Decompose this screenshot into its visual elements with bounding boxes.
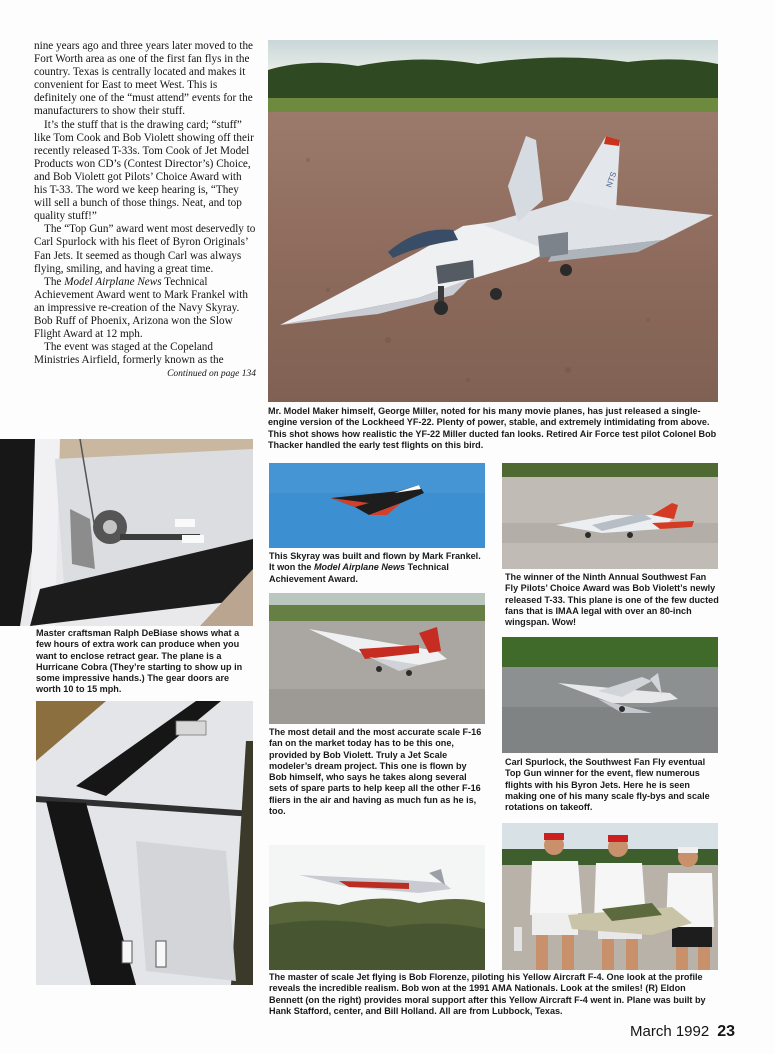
- f4-caption: The master of scale Jet flying is Bob Florenze, piloting his Yellow Aircraft F-4. One look at the profile reveals the incredible realism. Bob won at the 1991 AMA Nationals. Look at the smiles! (R) Eldon Bennett (on the right) provides moral support after this Yellow Aircraft F-4 went in. Plane was built by Hank Stafford, center, and Bill Holland. All are from Lubbock, Texas.: [269, 972, 706, 1016]
- text-run: Technical Achievement Award.: [269, 562, 449, 584]
- article-paragraph: The event was staged at the Copeland Ministries Airfield, formerly known as the: [34, 341, 224, 367]
- t33-photo: [502, 463, 718, 569]
- f16-photo: [269, 593, 485, 724]
- skyray-caption: [269, 551, 486, 585]
- text-run: The: [44, 275, 65, 288]
- cobra-gear-photo: [0, 439, 253, 626]
- f4-flight-photo: [269, 845, 485, 970]
- article-paragraph: nine years ago and three years later moved to the Fort Worth area as one of the first fan flys in the country. Texas is centrally located and makes it convenient for East to meet West. This is definitely one of the “must attend” events for the manufacturers to show their stuff.: [34, 40, 253, 118]
- article-paragraph: [34, 276, 256, 341]
- skyray-photo: [269, 463, 485, 548]
- article-column: [34, 40, 256, 381]
- article-paragraph: It’s the stuff that is the drawing card; “stuff” like Tom Cook and Bob Violett showing off their recently released T-33s. Tom Cook of Jet Model Products won CD’s (Contest Director’s) Choice, and Bob Violett got Pilots’ Choice Award with his T-33. The word we keep hearing is, “They will sell a bunch of those things. Neat, and top quality stuff!”: [34, 118, 254, 223]
- continued-note: Continued on page 134: [167, 369, 256, 380]
- magazine-title: Model Airplane News: [313, 562, 406, 573]
- spurlock-photo: [502, 637, 718, 753]
- issue-date: March 1992: [629, 1023, 710, 1040]
- page-number: 23: [717, 1023, 735, 1040]
- people-photo: [502, 823, 718, 970]
- cobra-wing-photo: [36, 701, 253, 985]
- magazine-title: Model Airplane News: [64, 275, 162, 288]
- text-run: Technical Achievement Award went to Mark Frankel with an impressive re-creation of the Navy Skyray. Bob Ruff of Phoenix, Arizona won the Slow Flight Award at 12 mph.: [34, 275, 248, 341]
- f16-caption: The most detail and the most accurate scale F-16 fan on the market today has to be this one, provided by Bob Violett. Truly a Jet Scale modeler’s dream project. This one is flown by Bob himself, who says he takes along several sets of spare parts to help keep all the other F-16 fliers in the air and having as much fun as he is, too.: [269, 727, 482, 817]
- text-run: This Skyray was built and flown by Mark Frankel. It won the: [269, 551, 481, 573]
- yf22-photo: [268, 40, 718, 402]
- page-footer: [630, 1023, 735, 1041]
- cobra-caption: Master craftsman Ralph DeBiase shows what a few hours of extra work can produce when you want to enclose retract gear. The plane is a Hurricane Cobra (They’re starting to show up in some impressive hands.) The gear doors are worth 10 to 15 mph.: [36, 628, 243, 695]
- tail-marking: NTS: [604, 170, 619, 189]
- article-paragraph: The “Top Gun” award went most deservedly to Carl Spurlock with his fleet of Byron Originals’ Fan Jets. It seemed as though Carl was always flying, smiling, and having a great time.: [34, 223, 256, 275]
- yf22-caption: Mr. Model Maker himself, George Miller, noted for his many movie planes, has just released a single-engine version of the Lockheed YF-22. Plenty of power, stable, and extremely intimidating from above. This shot shows how realistic the YF-22 Miller ducted fan looks. Retired Air Force test pilot Colonel Bob Thacker handled the early test flights on this bird.: [268, 406, 717, 450]
- t33-caption: The winner of the Ninth Annual Southwest Fan Fly Pilots’ Choice Award was Bob Violett’s newly released T-33. This plane is one of the few ducted fans that is IMAA legal with over an 80-inch wingspan. Wow!: [505, 572, 719, 628]
- spurlock-caption: Carl Spurlock, the Southwest Fan Fly eventual Top Gun winner for the event, flew numerous flights with his Byron Jets. Here he is seen making one of his many scale fly-bys and scale rotations on takeoff.: [505, 757, 710, 813]
